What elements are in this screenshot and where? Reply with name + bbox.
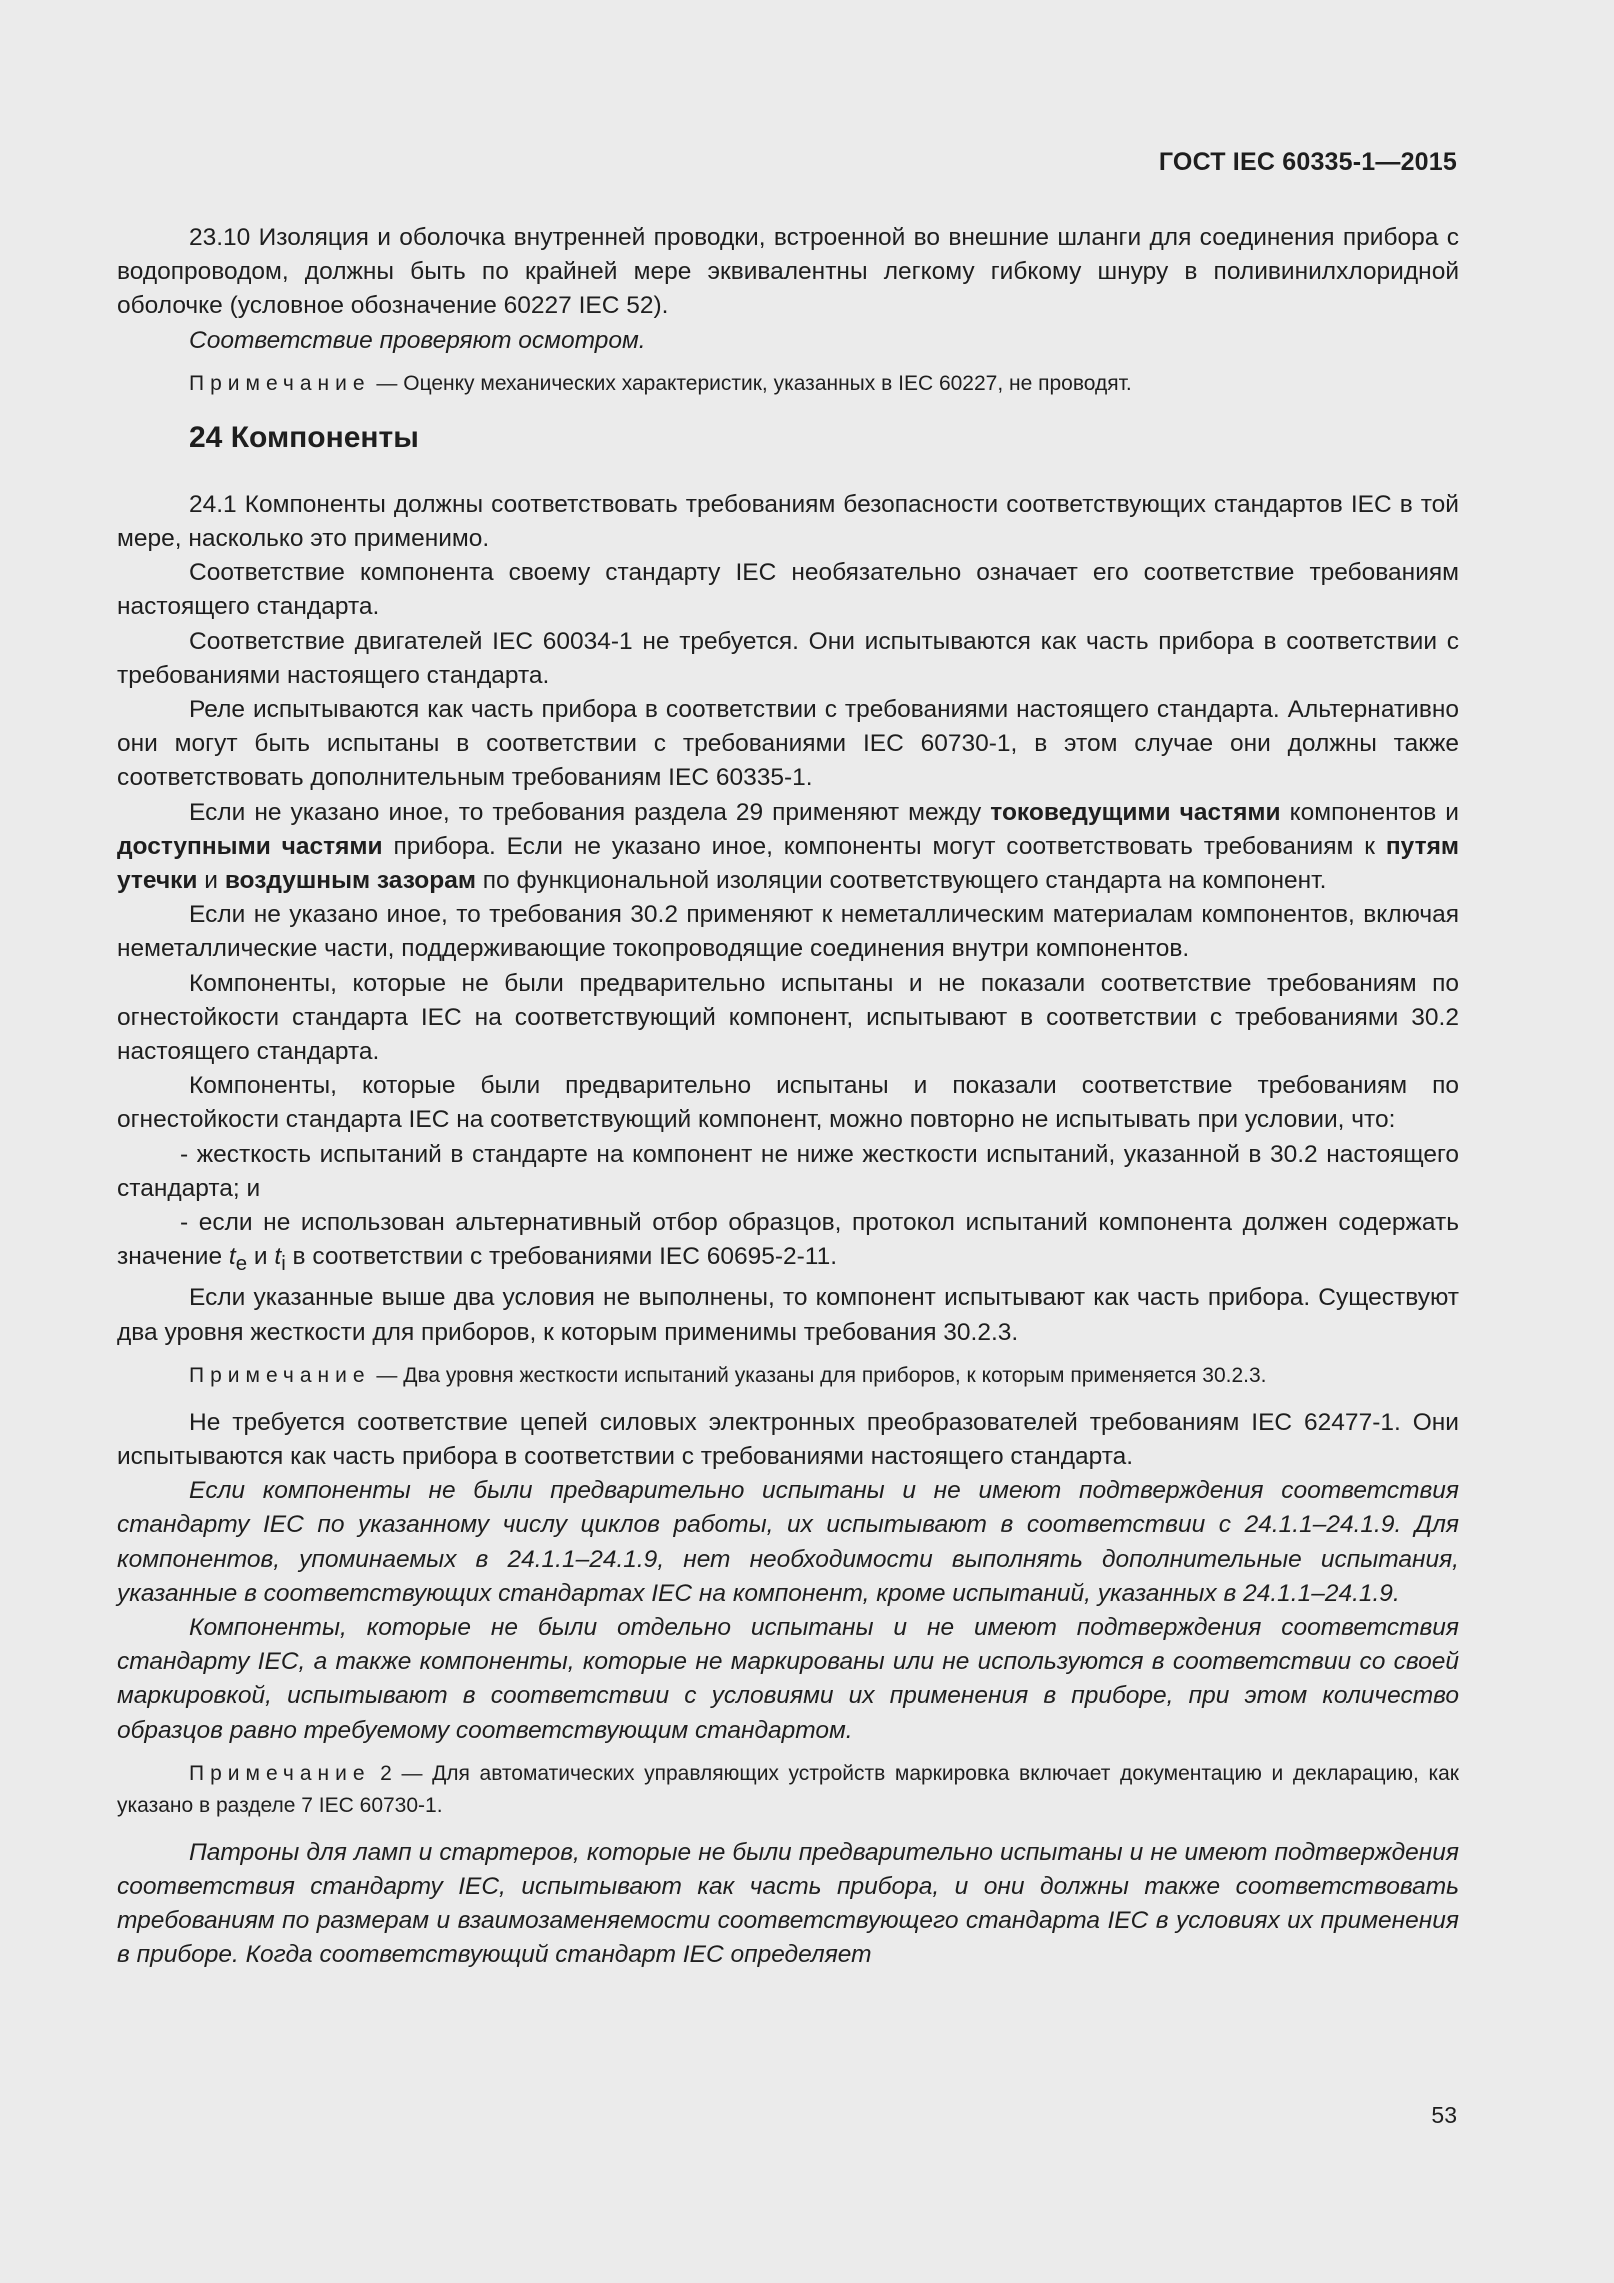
symbol-te-subscript: e: [235, 1253, 248, 1276]
para-30-2: Если не указано иное, то требования 30.2 применяют к неметаллическим материалам компонентов, включая неметаллические части, поддерживающие токопроводящие соединения внутри компонентов.: [117, 901, 1459, 963]
para-component-standard: Соответствие компонента своему стандарту IEC необязательно означает его соответствие требованиям настоящего стандарта.: [117, 559, 1459, 621]
para-cycles: Если компоненты не были предварительно испытаны и не имеют подтверждения соответствия стандарту IEC по указанному числу циклов работы, их испытывают в соответствии с 24.1.1–24.1.9. Для компонентов, упоминаемых в 24.1.1–24.1.9, нет необходимости выполнять дополнительные испытания, указанные в соответствующих стандартах IEC на компонент, кроме испытаний, указанных в 24.1.1–24.1.9.: [117, 1477, 1459, 1607]
note-2: [117, 1360, 1459, 1392]
text-run: Если не указано иное, то требования раздела 29 применяют между: [189, 798, 991, 826]
para-unmarked: Компоненты, которые не были отдельно испытаны и не имеют подтверждения соответствия стандарту IEC, а также компоненты, которые не маркированы или не используются в соответствии со своей маркировкой, испытывают в соответствии с условиями их применения в приборе, при этом количество образцов равно требуемому соответствующим стандартом.: [117, 1614, 1459, 1744]
note-1: [117, 368, 1459, 400]
clause-24-1: 24.1 Компоненты должны соответствовать требованиям безопасности соответствующих стандартов IEC в той мере, насколько это применимо.: [117, 490, 1459, 553]
term-live-parts: токоведущими частями: [990, 798, 1281, 826]
section-24-title: 24 Компоненты: [189, 420, 419, 454]
text-run: компонентов и: [1280, 798, 1459, 826]
text-run: и: [247, 1243, 275, 1271]
symbol-ti-subscript: i: [281, 1253, 286, 1276]
term-creepage-distances: путям утечки: [117, 832, 1459, 895]
para-pretested: Компоненты, которые были предварительно испытаны и показали соответствие требованиям по огнестойкости стандарта IEC на соответствующий компонент, можно повторно не испытывать при условии, что:: [117, 1072, 1459, 1134]
symbol-te: t: [228, 1243, 236, 1271]
standard-header: ГОСТ IEC 60335-1—2015: [1158, 148, 1457, 176]
term-clearances: воздушным зазорам: [224, 867, 476, 895]
para-motors: Соответствие двигателей IEC 60034-1 не требуется. Они испытываются как часть прибора в соответствии с требованиями настоящего стандарта.: [117, 627, 1459, 689]
note-3-head: Примечание: [189, 1761, 371, 1785]
note-2-body: — Два уровня жесткости испытаний указаны для приборов, к которым применяется 30.2.3.: [370, 1363, 1267, 1387]
para-lamp-holders: Патроны для ламп и стартеров, которые не были предварительно испытаны и не имеют подтверждения соответствия стандарту IEC, испытывают как часть прибора, и они должны также соответствовать требованиям по размерам и взаимозаменяемости соответствующего стандарта IEC в условиях их применения в приборе. Когда соответствующий стандарт IEC определяет: [117, 1838, 1459, 1969]
page-content: [117, 221, 1459, 1973]
text-run: прибора. Если не указано иное, компоненты могут соответствовать требованиям к: [382, 832, 1386, 860]
term-accessible-parts: доступными частями: [117, 832, 383, 860]
para-not-tested: Компоненты, которые не были предварительно испытаны и не показали соответствие требованиям по огнестойкости стандарта IEC на соответствующий компонент, испытывают в соответствии с требованиями 30.2 настоящего стандарта.: [117, 969, 1459, 1066]
para-62477: Не требуется соответствие цепей силовых электронных преобразователей требованиям IEC 62477-1. Они испытываются как часть прибора в соответствии с требованиями настоящего стандарта.: [117, 1408, 1459, 1470]
dash-item-2: [117, 1206, 1459, 1281]
note-1-head: Примечание: [189, 371, 371, 395]
note-3-body: 2 — Для автоматических управляющих устройств маркировка включает документацию и декларацию, как указано в разделе 7 IEC 60730-1.: [117, 1761, 1459, 1817]
clause-23-10-compliance: Соответствие проверяют осмотром.: [189, 326, 646, 354]
text-run: и: [197, 867, 225, 895]
text-run: - если не использован альтернативный отбор образцов, протокол испытаний компонента должен содержать значение: [117, 1209, 1459, 1271]
note-1-body: — Оценку механических характеристик, указанных в IEC 60227, не проводят.: [370, 371, 1132, 395]
note-3: [117, 1758, 1459, 1822]
dash-item-1: - жесткость испытаний в стандарте на компонент не ниже жесткости испытаний, указанной в 30.2 настоящего стандарта; и: [117, 1140, 1459, 1202]
para-section-29: [117, 796, 1459, 899]
clause-23-10: 23.10 Изоляция и оболочка внутренней проводки, встроенной во внешние шланги для соединения прибора с водопроводом, должны быть по крайней мере эквивалентны легкому гибкому шнуру в поливинилхлоридной оболочке (условное обозначение 60227 IEC 52).: [117, 224, 1459, 320]
page-number: 53: [1431, 2102, 1457, 2128]
symbol-ti: t: [274, 1243, 282, 1271]
text-run: в соответствии с требованиями IEC 60695-2-11.: [285, 1243, 838, 1271]
note-2-head: Примечание: [189, 1363, 371, 1387]
text-run: по функциональной изоляции соответствующего стандарта на компонент.: [475, 867, 1327, 895]
para-two-levels: Если указанные выше два условия не выполнены, то компонент испытывают как часть прибора. Существуют два уровня жесткости для приборов, к которым применимы требования 30.2.3.: [117, 1284, 1459, 1346]
para-relays: Реле испытываются как часть прибора в соответствии с требованиями настоящего стандарта. Альтернативно они могут быть испытаны в соответствии с требованиями IEC 60730-1, в этом случае они должны также соответствовать дополнительным требованиям IEC 60335-1.: [117, 696, 1459, 792]
